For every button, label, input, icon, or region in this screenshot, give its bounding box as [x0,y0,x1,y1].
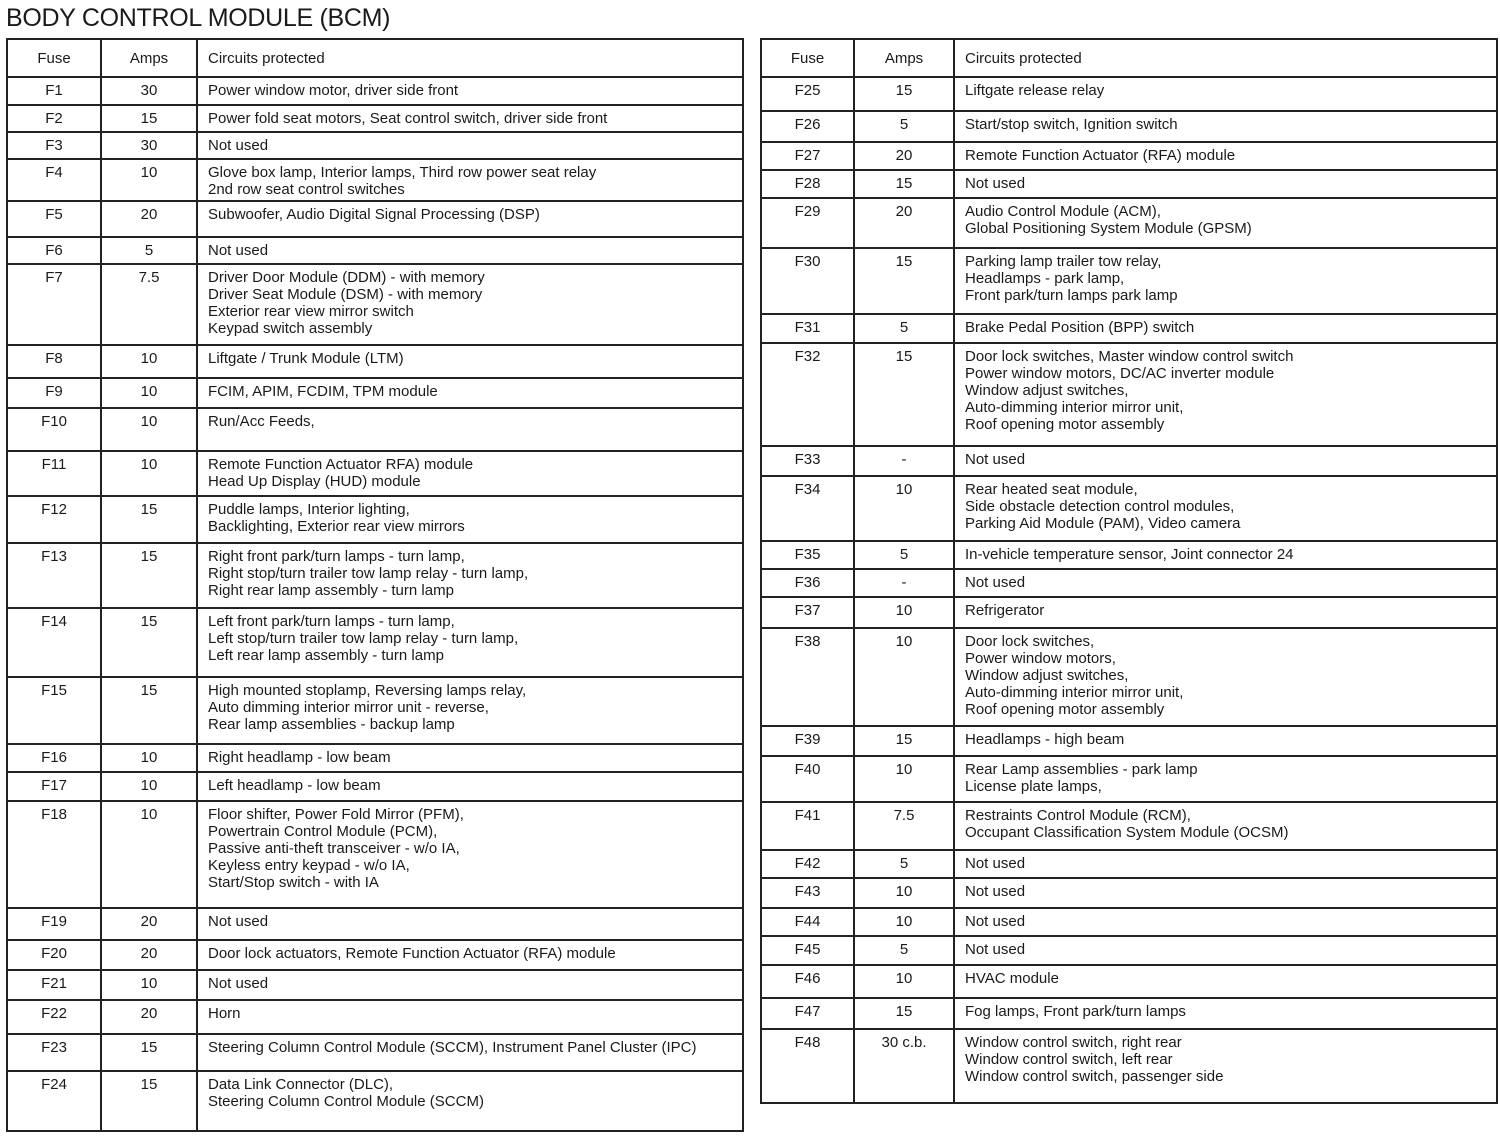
circuit-line: Rear Lamp assemblies - park lamp [965,761,1198,779]
fuse-circuits [954,726,1497,756]
fuse-amps: 5 [854,541,954,569]
fuse-circuits [197,264,743,344]
fuse-amps: 15 [854,77,954,111]
fuse-amps: 20 [101,201,197,237]
fuse-id: F18 [7,801,101,908]
fuse-circuits [197,105,743,132]
circuit-line: Door lock switches, Master window control switch [965,348,1294,366]
fuse-circuits [197,378,743,408]
fuse-id: F24 [7,1071,101,1131]
fuse-id: F12 [7,496,101,543]
fuse-row-f28 [761,170,1497,197]
fuse-amps: 5 [854,111,954,142]
fuse-circuits [954,198,1497,248]
circuit-line: Driver Door Module (DDM) - with memory [208,269,485,287]
fuse-circuits [954,756,1497,802]
circuit-line: Not used [965,175,1026,193]
fuse-circuits [954,111,1497,142]
fuse-row-f7 [7,264,743,344]
fuse-amps: - [854,569,954,597]
fuse-row-f30 [761,248,1497,314]
fuse-amps: 5 [101,237,197,264]
fuse-row-f1 [7,77,743,105]
fuse-id: F45 [761,936,854,965]
fuse-row-f33 [761,446,1497,476]
fuse-id: F26 [761,111,854,142]
fuse-circuits [197,908,743,940]
fuse-amps: 15 [101,496,197,543]
fuse-circuits [197,408,743,451]
circuit-line: Not used [965,450,1026,468]
circuit-line: Horn [208,1005,241,1023]
fuse-row-f5 [7,201,743,237]
fuse-row-f9 [7,378,743,408]
fuse-amps: 5 [854,850,954,878]
fuse-amps: 10 [101,345,197,378]
fuse-circuits [197,345,743,378]
fuse-amps: 10 [854,878,954,908]
circuit-line: Door lock actuators, Remote Function Actuator (RFA) module [208,945,616,963]
fuse-row-f45 [761,936,1497,965]
circuit-line: Rear lamp assemblies - backup lamp [208,715,455,733]
fuse-table-right-body [761,77,1497,1103]
fuse-id: F42 [761,850,854,878]
fuse-row-f25 [761,77,1497,111]
fuse-row-f41 [761,802,1497,849]
fuse-circuits [954,1029,1497,1103]
header-fuse: Fuse [37,49,71,67]
fuse-row-f2 [7,105,743,132]
fuse-amps: 10 [101,744,197,772]
circuit-line: Run/Acc Feeds, [208,412,315,430]
fuse-amps: 15 [854,343,954,445]
fuse-amps: 10 [101,772,197,801]
circuit-line: Start/stop switch, Ignition switch [965,116,1178,134]
fuse-id: F10 [7,408,101,451]
fuse-row-f11 [7,451,743,496]
fuse-row-f29 [761,198,1497,248]
fuse-row-f32 [761,343,1497,445]
fuse-row-f31 [761,314,1497,343]
fuse-circuits [954,569,1497,597]
fuse-circuits [954,476,1497,541]
circuit-line: Left rear lamp assembly - turn lamp [208,647,444,665]
fuse-row-f6 [7,237,743,264]
circuit-line: Not used [208,913,269,931]
fuse-row-f13 [7,543,743,608]
circuit-line: Parking Aid Module (PAM), Video camera [965,514,1241,532]
circuit-line: Brake Pedal Position (BPP) switch [965,319,1195,337]
fuse-id: F35 [761,541,854,569]
fuse-amps: 5 [854,936,954,965]
circuit-line: Door lock switches, [965,632,1095,650]
fuse-id: F25 [761,77,854,111]
fuse-id: F38 [761,628,854,726]
page-title: BODY CONTROL MODULE (BCM) [6,4,391,32]
fuse-circuits [954,878,1497,908]
fuse-circuits [954,170,1497,197]
fuse-amps: 20 [101,1000,197,1033]
fuse-circuits [197,970,743,1000]
circuit-line: Auto-dimming interior mirror unit, [965,683,1184,701]
circuit-line: Auto-dimming interior mirror unit, [965,399,1184,417]
fuse-id: F13 [7,543,101,608]
circuit-line: Auto dimming interior mirror unit - reverse, [208,698,489,716]
fuse-circuits [954,998,1497,1029]
fuse-circuits [954,802,1497,849]
circuit-line: Refrigerator [965,602,1045,620]
circuit-line: Global Positioning System Module (GPSM) [965,219,1252,237]
circuit-line: Not used [208,137,269,155]
fuse-row-f4 [7,159,743,201]
circuit-line: Rear heated seat module, [965,480,1138,498]
fuse-row-f21 [7,970,743,1000]
fuse-amps: 15 [101,543,197,608]
fuse-id: F6 [7,237,101,264]
circuit-line: Keyless entry keypad - w/o IA, [208,856,410,874]
fuse-id: F29 [761,198,854,248]
fuse-amps: 15 [854,170,954,197]
fuse-id: F11 [7,451,101,496]
fuse-amps: 30 [101,77,197,105]
fuse-row-f22 [7,1000,743,1033]
circuit-line: Not used [965,882,1026,900]
fuse-circuits [954,314,1497,343]
header-circuits: Circuits protected [954,39,1497,77]
fuse-amps: 30 c.b. [854,1029,954,1103]
fuse-id: F2 [7,105,101,132]
fuse-amps: 10 [101,408,197,451]
circuit-line: Restraints Control Module (RCM), [965,807,1191,825]
circuit-line: Backlighting, Exterior rear view mirrors [208,518,465,536]
fuse-row-f42 [761,850,1497,878]
circuit-line: Not used [965,941,1026,958]
fuse-circuits [954,597,1497,627]
fuse-row-f17 [7,772,743,801]
fuse-id: F39 [761,726,854,756]
fuse-id: F19 [7,908,101,940]
fuse-amps: 7.5 [101,264,197,344]
fuse-row-f34 [761,476,1497,541]
table-header-row [761,39,1497,77]
circuit-line: Not used [965,854,1026,872]
fuse-id: F5 [7,201,101,237]
fuse-row-f16 [7,744,743,772]
fuse-id: F30 [761,248,854,314]
circuit-line: Driver Seat Module (DSM) - with memory [208,286,483,304]
header-circuits: Circuits protected [197,39,743,77]
fuse-amps: 10 [854,965,954,998]
circuit-line: Not used [208,975,269,993]
fuse-amps: 30 [101,132,197,159]
circuit-line: FCIM, APIM, FCDIM, TPM module [208,382,438,400]
circuit-line: Audio Control Module (ACM), [965,202,1161,220]
fuse-id: F8 [7,345,101,378]
fuse-row-f36 [761,569,1497,597]
circuit-line: Head Up Display (HUD) module [208,472,421,490]
fuse-row-f14 [7,608,743,676]
circuit-line: Power window motors, [965,649,1116,667]
fuse-id: F23 [7,1034,101,1071]
fuse-id: F34 [761,476,854,541]
circuit-line: In-vehicle temperature sensor, Joint connector 24 [965,546,1294,564]
fuse-id: F16 [7,744,101,772]
fuse-row-f19 [7,908,743,940]
fuse-id: F47 [761,998,854,1029]
fuse-row-f37 [761,597,1497,627]
header-fuse: Fuse [790,49,825,67]
fuse-amps: 20 [101,908,197,940]
fuse-circuits [954,936,1497,965]
circuit-line: Subwoofer, Audio Digital Signal Processing (DSP) [208,206,540,224]
fuse-id: F36 [761,569,854,597]
circuit-line: HVAC module [965,970,1059,988]
fuse-id: F31 [761,314,854,343]
fuse-circuits [954,77,1497,111]
circuit-line: Start/Stop switch - with IA [208,873,379,891]
fuse-amps: 15 [101,1071,197,1131]
circuit-line: Parking lamp trailer tow relay, [965,252,1162,270]
circuit-line: Data Link Connector (DLC), [208,1075,394,1093]
fuse-row-f46 [761,965,1497,998]
fuse-id: F44 [761,908,854,936]
circuit-line: Window control switch, passenger side [965,1068,1224,1086]
circuit-line: Not used [208,242,269,260]
circuit-line: Power window motor, driver side front [208,82,459,99]
circuit-line: Liftgate release relay [965,82,1105,99]
circuit-line: Fog lamps, Front park/turn lamps [965,1003,1186,1021]
fuse-amps: 15 [854,998,954,1029]
fuse-amps: 15 [854,248,954,314]
fuse-id: F43 [761,878,854,908]
circuit-line: Roof opening motor assembly [965,416,1165,434]
fuse-id: F27 [761,142,854,170]
fuse-amps: - [854,446,954,476]
fuse-table-left-body [7,77,743,1131]
fuse-id: F33 [761,446,854,476]
fuse-amps: 5 [854,314,954,343]
fuse-circuits [954,541,1497,569]
fuse-row-f12 [7,496,743,543]
fuse-row-f18 [7,801,743,908]
fuse-circuits [197,159,743,201]
fuse-circuits [954,850,1497,878]
fuse-circuits [954,446,1497,476]
fuse-amps: 10 [101,801,197,908]
circuit-line: High mounted stoplamp, Reversing lamps relay, [208,681,527,699]
fuse-amps: 20 [854,142,954,170]
circuit-line: Left headlamp - low beam [208,776,381,794]
fuse-circuits [197,608,743,676]
fuse-id: F1 [7,77,101,105]
fuse-id: F46 [761,965,854,998]
fuse-id: F9 [7,378,101,408]
fuse-id: F15 [7,677,101,744]
fuse-amps: 10 [854,756,954,802]
fuse-circuits [197,132,743,159]
header-amps: Amps [854,39,954,77]
circuit-line: Left front park/turn lamps - turn lamp, [208,613,455,631]
fuse-row-f3 [7,132,743,159]
circuit-line: Power fold seat motors, Seat control switch, driver side front [208,110,608,128]
fuse-id: F21 [7,970,101,1000]
fuse-amps: 20 [101,940,197,970]
fuse-circuits [197,744,743,772]
fuse-circuits [197,1071,743,1131]
fuse-circuits [954,142,1497,170]
circuit-line: Liftgate / Trunk Module (LTM) [208,349,404,367]
circuit-line: Right front park/turn lamps - turn lamp, [208,548,465,566]
circuit-line: Power window motors, DC/AC inverter module [965,365,1275,383]
fuse-circuits [197,237,743,264]
fuse-table-left [6,38,744,1132]
circuit-line: Window adjust switches, [965,666,1129,684]
fuse-id: F40 [761,756,854,802]
fuse-amps: 15 [101,105,197,132]
circuit-line: Floor shifter, Power Fold Mirror (PFM), [208,805,464,823]
fuse-circuits [197,543,743,608]
circuit-line: Right stop/turn trailer tow lamp relay - turn lamp, [208,565,529,583]
circuit-line: Front park/turn lamps park lamp [965,286,1178,304]
fuse-circuits [954,248,1497,314]
fuse-id: F4 [7,159,101,201]
circuit-line: Not used [965,912,1026,930]
fuse-row-f24 [7,1071,743,1131]
circuit-line: Headlamps - park lamp, [965,269,1125,287]
fuse-row-f47 [761,998,1497,1029]
fuse-amps: 10 [854,908,954,936]
fuse-row-f48 [761,1029,1497,1103]
fuse-id: F37 [761,597,854,627]
fuse-circuits [197,801,743,908]
fuse-amps: 10 [854,628,954,726]
fuse-amps: 15 [101,677,197,744]
fuse-circuits [954,908,1497,936]
header-amps: Amps [101,39,197,77]
fuse-circuits [954,343,1497,445]
fuse-row-f26 [761,111,1497,142]
fuse-amps: 15 [101,1034,197,1071]
circuit-line: Glove box lamp, Interior lamps, Third row power seat relay [208,164,597,182]
circuit-line: Powertrain Control Module (PCM), [208,822,438,840]
fuse-row-f27 [761,142,1497,170]
fuse-row-f20 [7,940,743,970]
fuse-amps: 10 [101,378,197,408]
fuse-row-f8 [7,345,743,378]
fuse-amps: 10 [101,970,197,1000]
circuit-line: License plate lamps, [965,778,1102,796]
fuse-amps: 10 [854,476,954,541]
fuse-row-f43 [761,878,1497,908]
circuit-line: Steering Column Control Module (SCCM) [208,1092,484,1110]
fuse-table-right [760,38,1498,1104]
fuse-circuits [197,1000,743,1033]
fuse-circuits [197,772,743,801]
fuse-id: F28 [761,170,854,197]
circuit-line: Window control switch, right rear [965,1034,1182,1052]
circuit-line: Window control switch, left rear [965,1051,1173,1069]
fuse-id: F41 [761,802,854,849]
fuse-id: F7 [7,264,101,344]
circuit-line: Left stop/turn trailer tow lamp relay - turn lamp, [208,630,519,648]
circuit-line: Headlamps - high beam [965,731,1125,749]
circuit-line: Passive anti-theft transceiver - w/o IA, [208,839,460,857]
circuit-line: Remote Function Actuator (RFA) module [965,147,1236,165]
circuit-line: Keypad switch assembly [208,320,373,338]
circuit-line: Steering Column Control Module (SCCM), Instrument Panel Cluster (IPC) [208,1038,697,1056]
fuse-circuits [197,1034,743,1071]
circuit-line: Occupant Classification System Module (OCSM) [965,824,1289,842]
circuit-line: 2nd row seat control switches [208,181,405,199]
fuse-id: F32 [761,343,854,445]
fuse-circuits [197,201,743,237]
fuse-id: F14 [7,608,101,676]
fuse-amps: 7.5 [854,802,954,849]
fuse-circuits [954,965,1497,998]
fuse-row-f40 [761,756,1497,802]
circuit-line: Puddle lamps, Interior lighting, [208,501,410,519]
circuit-line: Right rear lamp assembly - turn lamp [208,582,454,600]
fuse-amps: 10 [854,597,954,627]
fuse-id: F3 [7,132,101,159]
fuse-circuits [197,677,743,744]
circuit-line: Window adjust switches, [965,382,1129,400]
circuit-line: Remote Function Actuator RFA) module [208,455,474,473]
circuit-line: Right headlamp - low beam [208,748,391,766]
fuse-row-f23 [7,1034,743,1071]
circuit-line: Roof opening motor assembly [965,700,1165,718]
circuit-line: Side obstacle detection control modules, [965,497,1235,515]
fuse-row-f15 [7,677,743,744]
fuse-circuits [954,628,1497,726]
fuse-amps: 10 [101,451,197,496]
fuse-id: F22 [7,1000,101,1033]
fuse-amps: 20 [854,198,954,248]
fuse-row-f35 [761,541,1497,569]
fuse-id: F17 [7,772,101,801]
fuse-amps: 15 [101,608,197,676]
table-header-row [7,39,743,77]
fuse-row-f44 [761,908,1497,936]
fuse-circuits [197,77,743,105]
fuse-id: F20 [7,940,101,970]
fuse-amps: 10 [101,159,197,201]
fuse-circuits [197,940,743,970]
fuse-amps: 15 [854,726,954,756]
fuse-row-f39 [761,726,1497,756]
fuse-row-f10 [7,408,743,451]
fuse-id: F48 [761,1029,854,1103]
fuse-circuits [197,496,743,543]
fuse-row-f38 [761,628,1497,726]
circuit-line: Exterior rear view mirror switch [208,303,414,321]
circuit-line: Not used [965,574,1026,592]
fuse-circuits [197,451,743,496]
